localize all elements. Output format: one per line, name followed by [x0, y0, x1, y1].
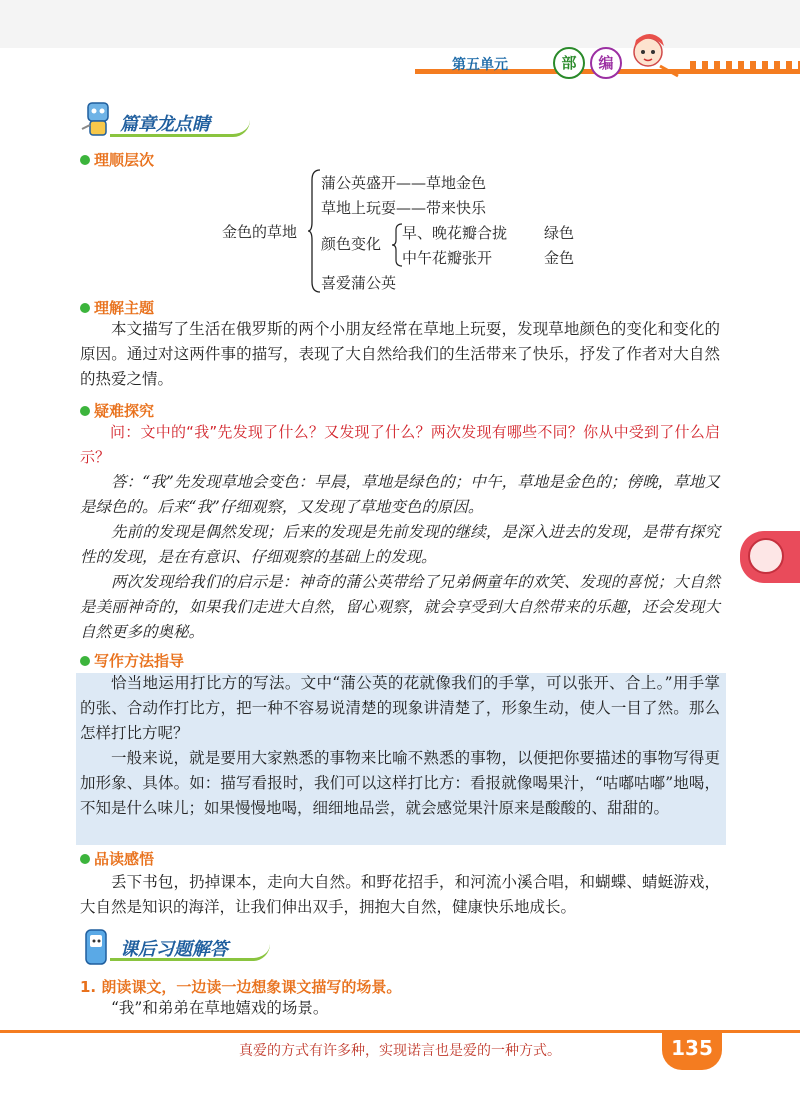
- outline-sub-1-color: 绿色: [544, 224, 575, 242]
- theme-paragraph: 本文描写了生活在俄罗斯的两个小朋友经常在草地上玩耍，发现草地颜色的变化和变化的原因。通过对这两件事的描写，表现了大自然给我们的生活带来了快乐，抒发了作者对大自然的热爱之情。: [80, 320, 720, 388]
- footer-motto: 真爱的方式有许多种，实现诺言也是爱的一种方式。: [239, 1043, 561, 1059]
- header-checker-pattern: [690, 61, 800, 73]
- outline-root: 金色的草地: [222, 223, 298, 241]
- exercise-answer-1: “我”和弟弟在草地嬉戏的场景。: [111, 999, 329, 1017]
- badge-bu: 部: [553, 47, 585, 79]
- outline-sub-2-color: 金色: [544, 249, 575, 267]
- outline-big-brace: [308, 168, 322, 294]
- outline-item-1: 蒲公英盛开——草地金色: [321, 174, 487, 192]
- method-paragraph-1: 恰当地运用打比方的写法。文中“蒲公英的花就像我们的手掌，可以张开、合上。”用手掌的张、合动作打比方，把一种不容易说清楚的现象讲清楚了，形象生动，使人一目了然。那么怎样打比方呢？: [80, 674, 720, 742]
- phone-mascot-icon: [80, 928, 112, 968]
- top-band: [0, 0, 800, 48]
- subheading-outline: 理顺层次: [80, 149, 154, 170]
- explore-answer-1: 答：“我”先发现草地会变色：早晨，草地是绿色的；中午，草地是金色的；傍晚，草地又是绿色的。后来“我”仔细观察，又发现了草地变色的原因。: [80, 473, 720, 516]
- outline-item-4: 喜爱蒲公英: [321, 274, 397, 292]
- section-title-chapter: 篇章龙点睛: [120, 114, 210, 135]
- explore-answer-3: 两次发现给我们的启示是：神奇的蒲公英带给了兄弟俩童年的欢笑、发现的喜悦；大自然是美丽神奇的，如果我们走进大自然，留心观察，就会享受到大自然带来的乐趣，还会发现大自然更多的奥秘。: [80, 573, 720, 641]
- subheading-theme: 理解主题: [80, 297, 154, 318]
- outline-item-2: 草地上玩耍——带来快乐: [321, 199, 487, 217]
- explore-question: 问：文中的“我”先发现了什么？又发现了什么？两次发现有哪些不同？你从中受到了什么启示？: [80, 423, 720, 466]
- badge-bian: 编: [590, 47, 622, 79]
- outline-sub-1: 早、晚花瓣合拢: [402, 224, 508, 242]
- section-title-exercises: 课后习题解答: [120, 939, 228, 960]
- mascot-girl-icon: [622, 30, 680, 80]
- page-number: 135: [671, 1036, 713, 1060]
- exercise-question-1: 1. 朗读课文，一边读一边想象课文描写的场景。: [80, 978, 402, 996]
- outline-item-3: 颜色变化: [321, 235, 382, 253]
- reading-paragraph: 丢下书包，扔掉课本，走向大自然。和野花招手，和河流小溪合唱，和蝴蝶、蜻蜓游戏，大自然是知识的海洋，让我们伸出双手，拥抱大自然，健康快乐地成长。: [80, 873, 720, 916]
- method-paragraph-2: 一般来说，就是要用大家熟悉的事物来比喻不熟悉的事物，以便把你要描述的事物写得更加形象、具体。如：描写看报时，我们可以这样打比方：看报就像喝果汁，“咕嘟咕嘟”地喝，不知是什么味儿；如果慢慢地喝，细细地品尝，就会感觉果汁原来是酸酸的、甜甜的。: [80, 749, 720, 817]
- explore-answer-2: 先前的发现是偶然发现；后来的发现是先前发现的继续，是深入进去的发现，是带有探究性的发现，是在有意识、仔细观察的基础上的发现。: [80, 523, 720, 566]
- subheading-explore: 疑难探究: [80, 400, 154, 421]
- unit-label: 第五单元: [452, 57, 508, 73]
- outline-sub-2: 中午花瓣张开: [402, 249, 493, 267]
- subheading-method: 写作方法指导: [80, 650, 184, 671]
- side-tab-face-icon: [748, 538, 784, 574]
- subheading-reading: 品读感悟: [80, 848, 154, 869]
